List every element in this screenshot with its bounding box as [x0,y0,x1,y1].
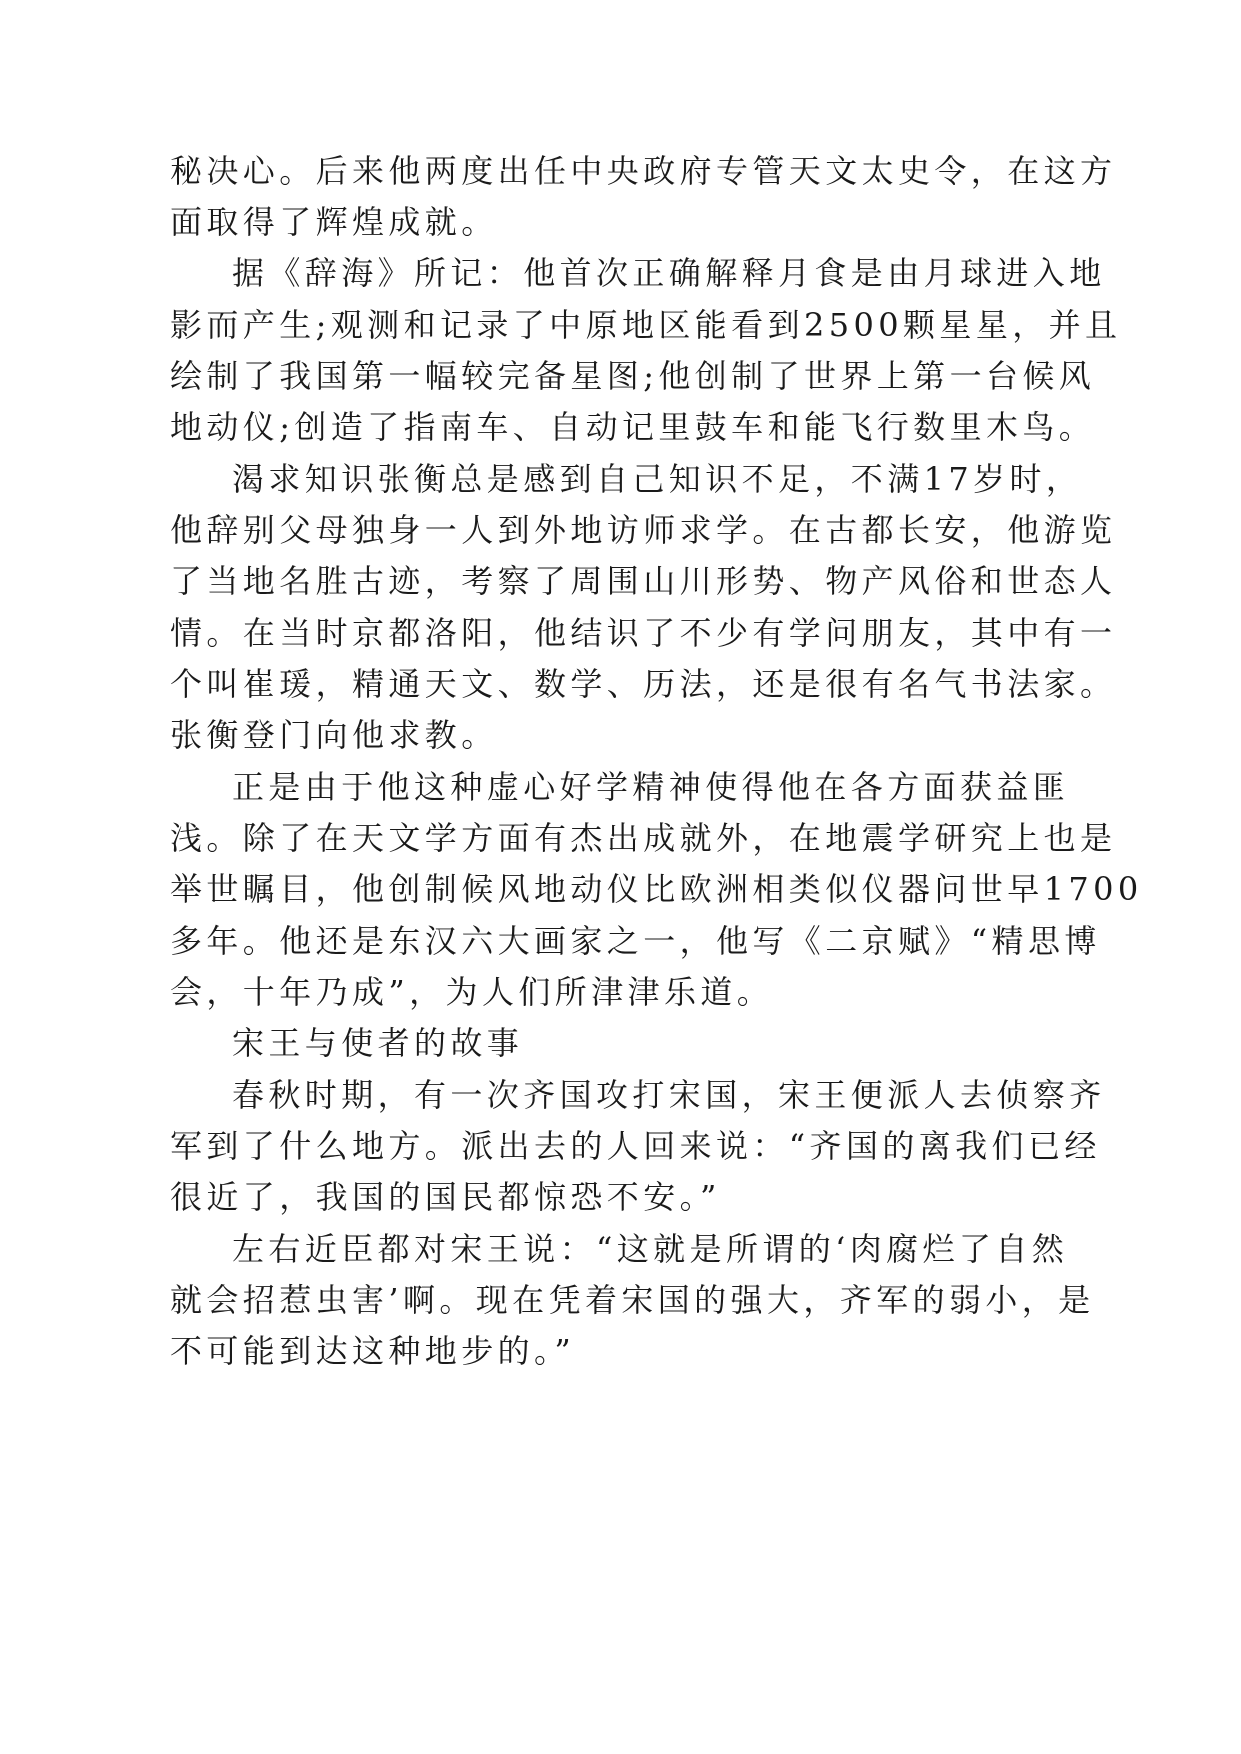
text-line: 浅。除了在天文学方面有杰出成就外，在地震学研究上也是 [170,819,1117,857]
text-line: 情。在当时京都洛阳，他结识了不少有学问朋友，其中有一 [170,614,1117,652]
text-line: 秘决心。后来他两度出任中央政府专管天文太史令，在这方 [170,152,1117,190]
text-line: 面取得了辉煌成就。 [170,203,498,241]
text-line: 绘制了我国第一幅较完备星图;他创制了世界上第一台候风 [170,357,1096,395]
text-line: 地动仪;创造了指南车、自动记里鼓车和能飞行数里木鸟。 [170,408,1096,446]
text-line: 了当地名胜古迹，考察了周围山川形势、物产风俗和世态人 [170,562,1117,600]
text-line: 会，十年乃成”，为人们所津津乐道。 [170,973,774,1011]
text-line: 不可能到达这种地步的。” [170,1332,576,1370]
text-line: 就会招惹虫害’啊。现在凭着宋国的强大，齐军的弱小，是 [170,1281,1095,1319]
section-heading: 宋王与使者的故事 [232,1024,524,1062]
paragraph-start-line: 春秋时期，有一次齐国攻打宋国，宋王便派人去侦察齐 [232,1076,1106,1114]
text-line: 影而产生;观测和记录了中原地区能看到2500颗星星，并且 [170,306,1122,344]
paragraph-start-line: 据《辞海》所记：他首次正确解释月食是由月球进入地 [232,254,1106,292]
paragraph-start-line: 左右近臣都对宋王说：“这就是所谓的‘肉腐烂了自然 [232,1230,1069,1268]
text-line: 很近了，我国的国民都惊恐不安。” [170,1178,721,1216]
text-line: 个叫崔瑗，精通天文、数学、历法，还是很有名气书法家。 [170,665,1117,703]
text-line: 张衡登门向他求教。 [170,716,498,754]
text-line: 举世瞩目，他创制候风地动仪比欧洲相类似仪器问世早1700 [170,870,1143,908]
paragraph-start-line: 渴求知识张衡总是感到自己知识不足，不满17岁时， [232,460,1083,498]
paragraph-start-line: 正是由于他这种虚心好学精神使得他在各方面获益匪 [232,768,1070,806]
text-line: 他辞别父母独身一人到外地访师求学。在古都长安，他游览 [170,511,1117,549]
text-line: 军到了什么地方。派出去的人回来说：“齐国的离我们已经 [170,1127,1101,1165]
text-line: 多年。他还是东汉六大画家之一，他写《二京赋》“精思博 [170,922,1101,960]
